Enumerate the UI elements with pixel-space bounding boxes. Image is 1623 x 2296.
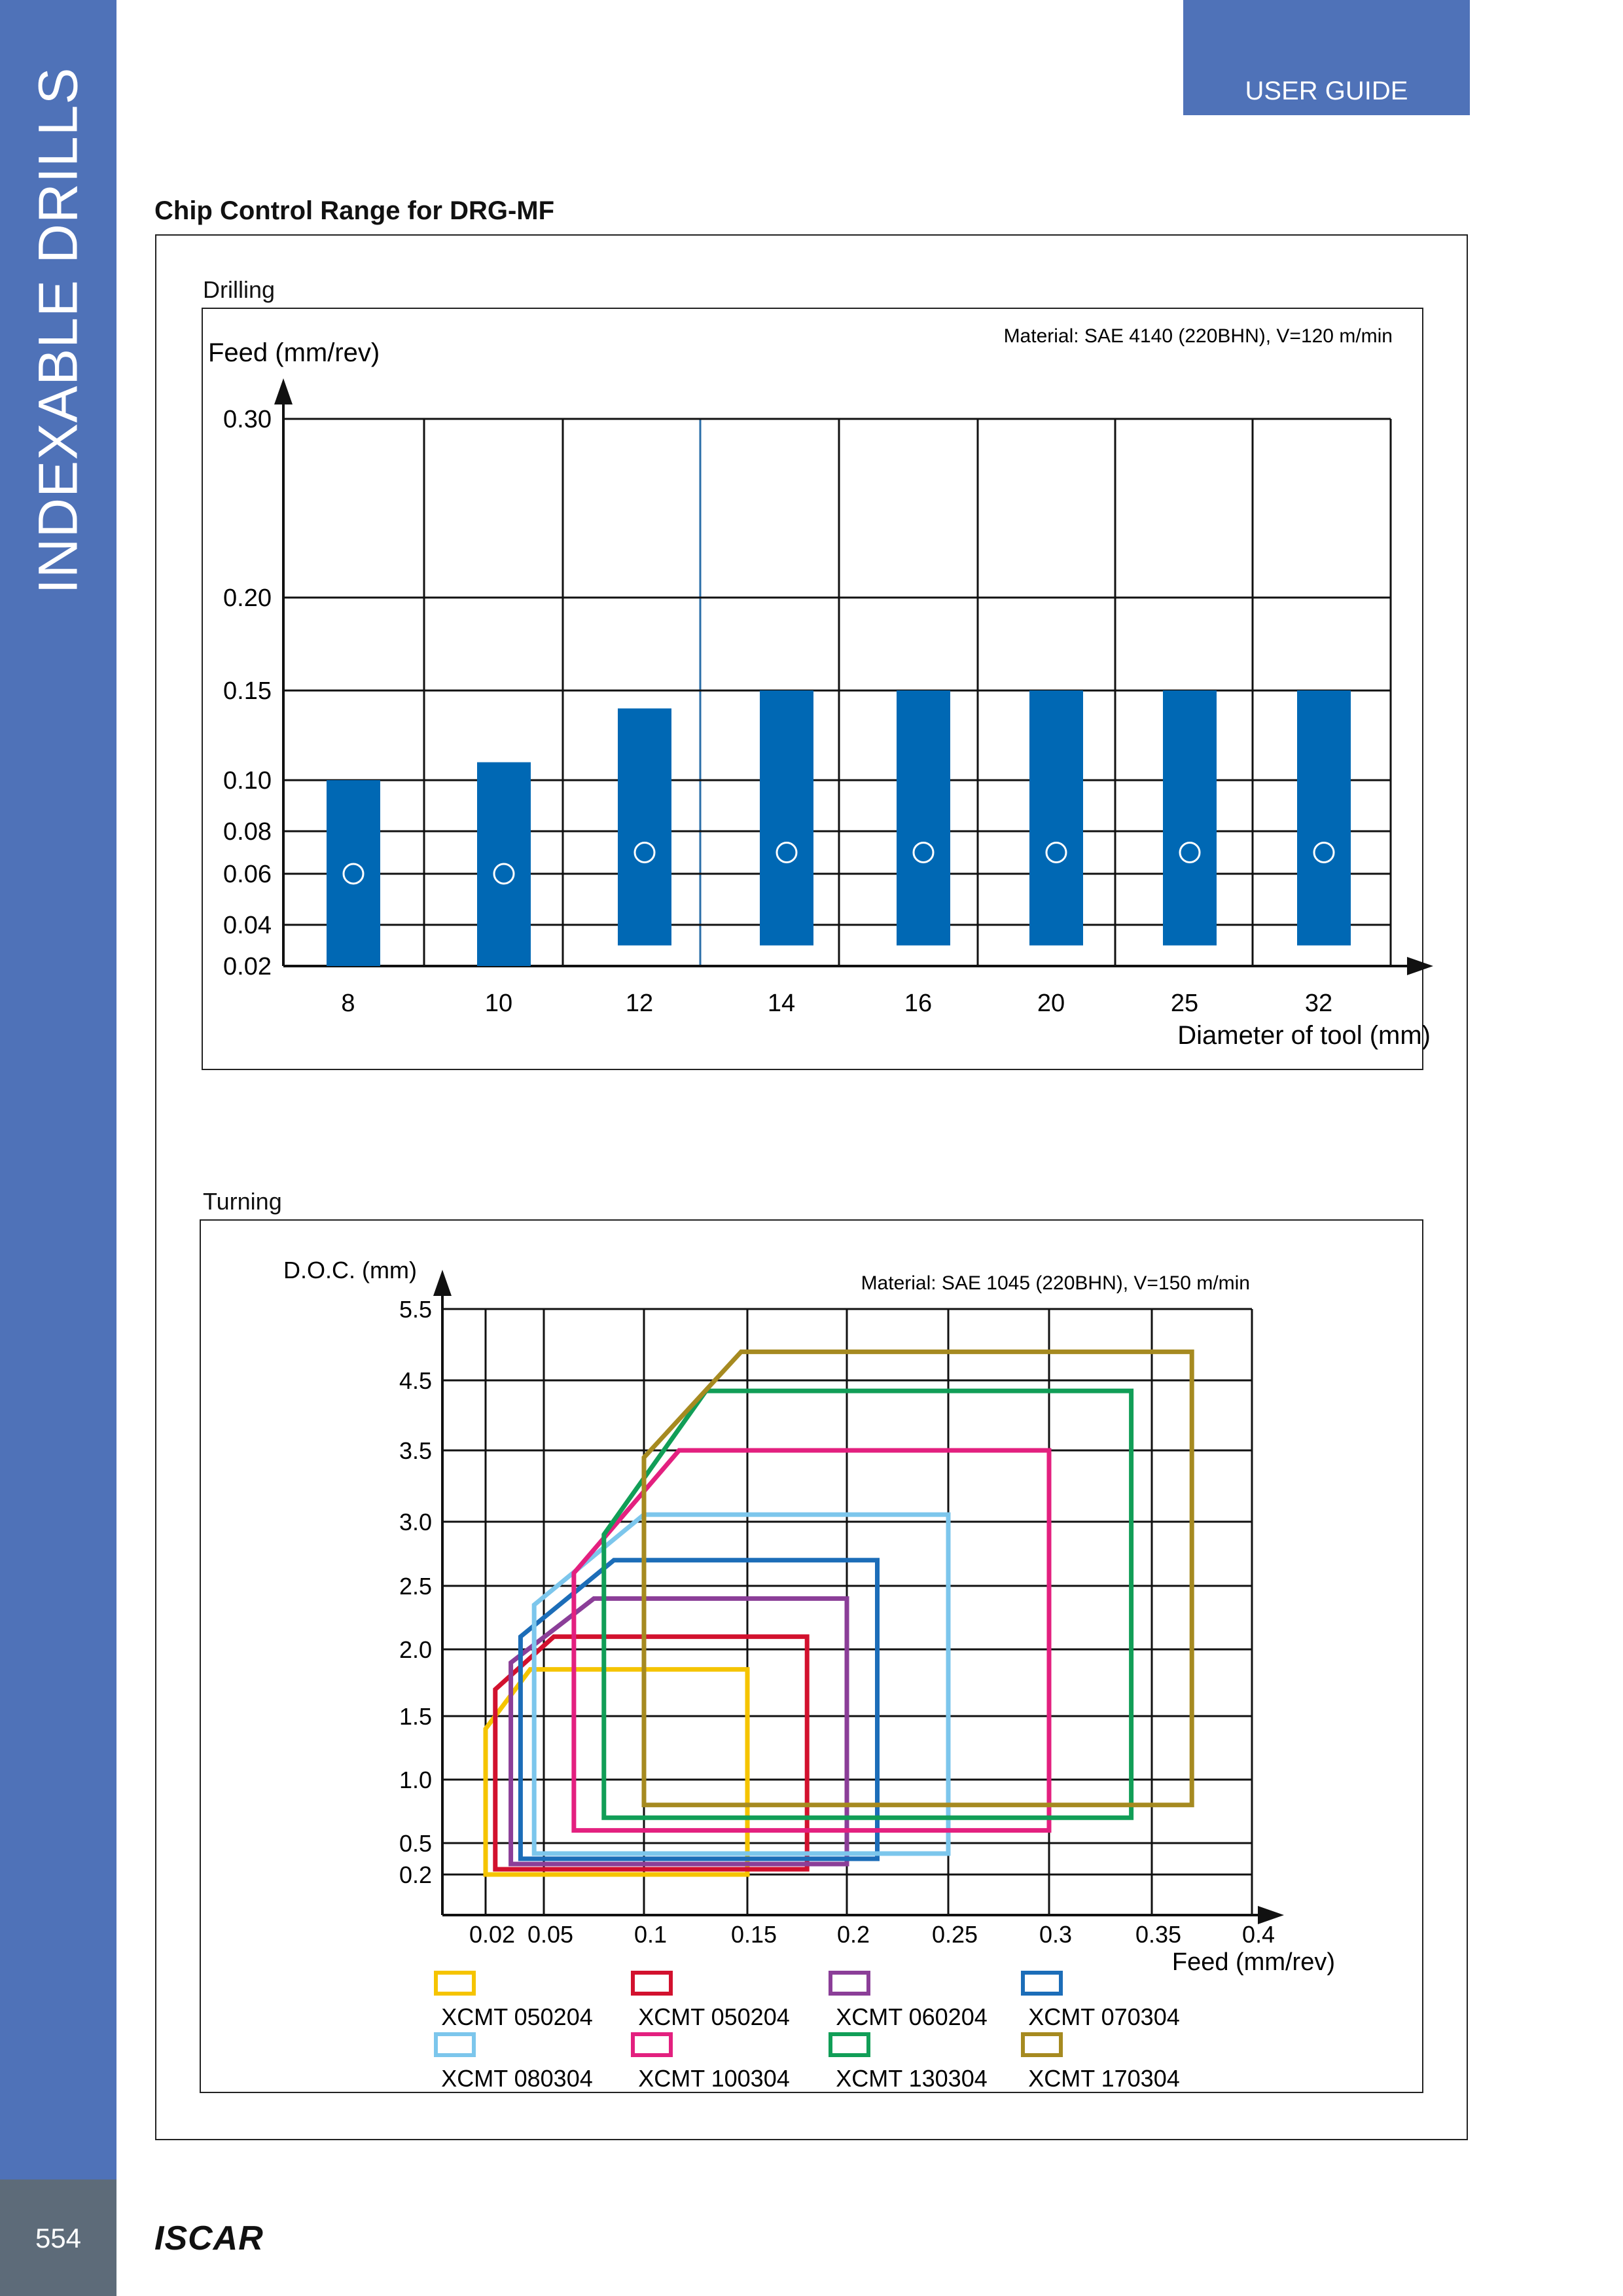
drilling-y-axis-label: Feed (mm/rev) [208, 338, 380, 367]
drilling-range-bar [618, 708, 671, 945]
turning-legend-label: XCMT 130304 [836, 2065, 988, 2092]
turning-x-axis-label: Feed (mm/rev) [1171, 1948, 1335, 1976]
brand-logo: ISCAR [154, 2219, 264, 2257]
turning-panel-label: Turning [203, 1188, 282, 1215]
turning-legend-swatch [1023, 1973, 1061, 1994]
turning-x-tick: 0.25 [931, 1921, 978, 1948]
page-number: 554 [35, 2223, 82, 2253]
drilling-range-bar [760, 691, 813, 946]
drilling-x-tick: 32 [1304, 990, 1333, 1017]
drilling-material-annotation: Material: SAE 4140 (220BHN), V=120 m/min [1003, 325, 1393, 347]
turning-y-tick: 0.2 [399, 1861, 432, 1888]
turning-y-tick: 4.5 [399, 1367, 432, 1394]
drilling-y-tick: 0.10 [223, 767, 272, 795]
drilling-x-tick: 20 [1037, 990, 1065, 1017]
turning-material-annotation: Material: SAE 1045 (220BHN), V=150 m/min [861, 1272, 1250, 1294]
turning-y-tick: 2.0 [399, 1636, 432, 1663]
turning-legend-label: XCMT 170304 [1028, 2065, 1180, 2092]
drilling-y-tick: 0.08 [223, 818, 272, 846]
drilling-y-tick: 0.15 [223, 677, 272, 705]
drilling-y-tick: 0.06 [223, 861, 272, 888]
turning-legend-label: XCMT 080304 [441, 2065, 593, 2092]
turning-legend-swatch [830, 1973, 868, 1994]
drilling-x-tick: 8 [341, 990, 355, 1017]
turning-legend-label: XCMT 050204 [441, 2003, 593, 2030]
drilling-y-tick: 0.30 [223, 406, 272, 433]
turning-y-tick: 3.5 [399, 1437, 432, 1464]
turning-x-tick: 0.3 [1039, 1921, 1073, 1948]
turning-x-tick: 0.35 [1135, 1921, 1182, 1948]
turning-y-tick: 2.5 [399, 1573, 432, 1600]
turning-x-tick: 0.15 [730, 1921, 777, 1948]
turning-y-arrow [433, 1270, 452, 1296]
turning-y-tick: 1.0 [399, 1767, 432, 1793]
turning-legend-swatch [436, 1973, 474, 1994]
drilling-x-arrow [1407, 957, 1433, 975]
turning-legend-swatch [830, 2034, 868, 2055]
drilling-range-bar [1163, 691, 1217, 946]
drilling-range-bar [897, 691, 950, 946]
turning-legend-label: XCMT 050204 [638, 2003, 790, 2030]
turning-range-outline [604, 1391, 1132, 1818]
turning-x-tick: 0.02 [469, 1921, 516, 1948]
drilling-range-bar [1029, 691, 1083, 946]
drilling-x-tick: 12 [625, 990, 654, 1017]
turning-y-tick: 1.5 [399, 1703, 432, 1730]
turning-y-tick: 5.5 [399, 1296, 432, 1323]
drilling-y-tick: 0.20 [223, 584, 272, 612]
turning-x-tick: 0.2 [836, 1921, 870, 1948]
turning-y-tick: 3.0 [399, 1509, 432, 1535]
drilling-range-bar [327, 780, 380, 966]
drilling-panel-label: Drilling [203, 276, 276, 303]
drilling-x-tick: 10 [484, 990, 513, 1017]
turning-legend-swatch [633, 1973, 671, 1994]
drilling-y-arrow [274, 378, 293, 404]
drilling-x-tick: 14 [767, 990, 796, 1017]
turning-legend-label: XCMT 070304 [1028, 2003, 1180, 2030]
turning-x-tick: 0.1 [633, 1921, 668, 1948]
turning-legend-swatch [436, 2034, 474, 2055]
drilling-x-axis-label: Diameter of tool (mm) [1177, 1021, 1431, 1050]
turning-legend-swatch [633, 2034, 671, 2055]
user-guide-label: USER GUIDE [1245, 77, 1408, 105]
turning-x-tick: 0.4 [1241, 1921, 1275, 1948]
turning-legend-swatch [1023, 2034, 1061, 2055]
drilling-y-tick: 0.04 [223, 912, 272, 939]
turning-legend-label: XCMT 100304 [638, 2065, 790, 2092]
turning-legend-label: XCMT 060204 [836, 2003, 988, 2030]
drilling-range-bar [1297, 691, 1351, 946]
page-heading: Chip Control Range for DRG-MF [154, 196, 555, 225]
turning-x-tick: 0.05 [527, 1921, 574, 1948]
turning-y-tick: 0.5 [399, 1830, 432, 1857]
drilling-x-tick: 25 [1170, 990, 1199, 1017]
drilling-y-tick: 0.02 [223, 953, 272, 980]
turning-range-outline [644, 1352, 1192, 1804]
drilling-x-tick: 16 [904, 990, 933, 1017]
turning-y-axis-label: D.O.C. (mm) [283, 1257, 417, 1283]
section-title: INDEXABLE DRILLS [27, 67, 89, 594]
